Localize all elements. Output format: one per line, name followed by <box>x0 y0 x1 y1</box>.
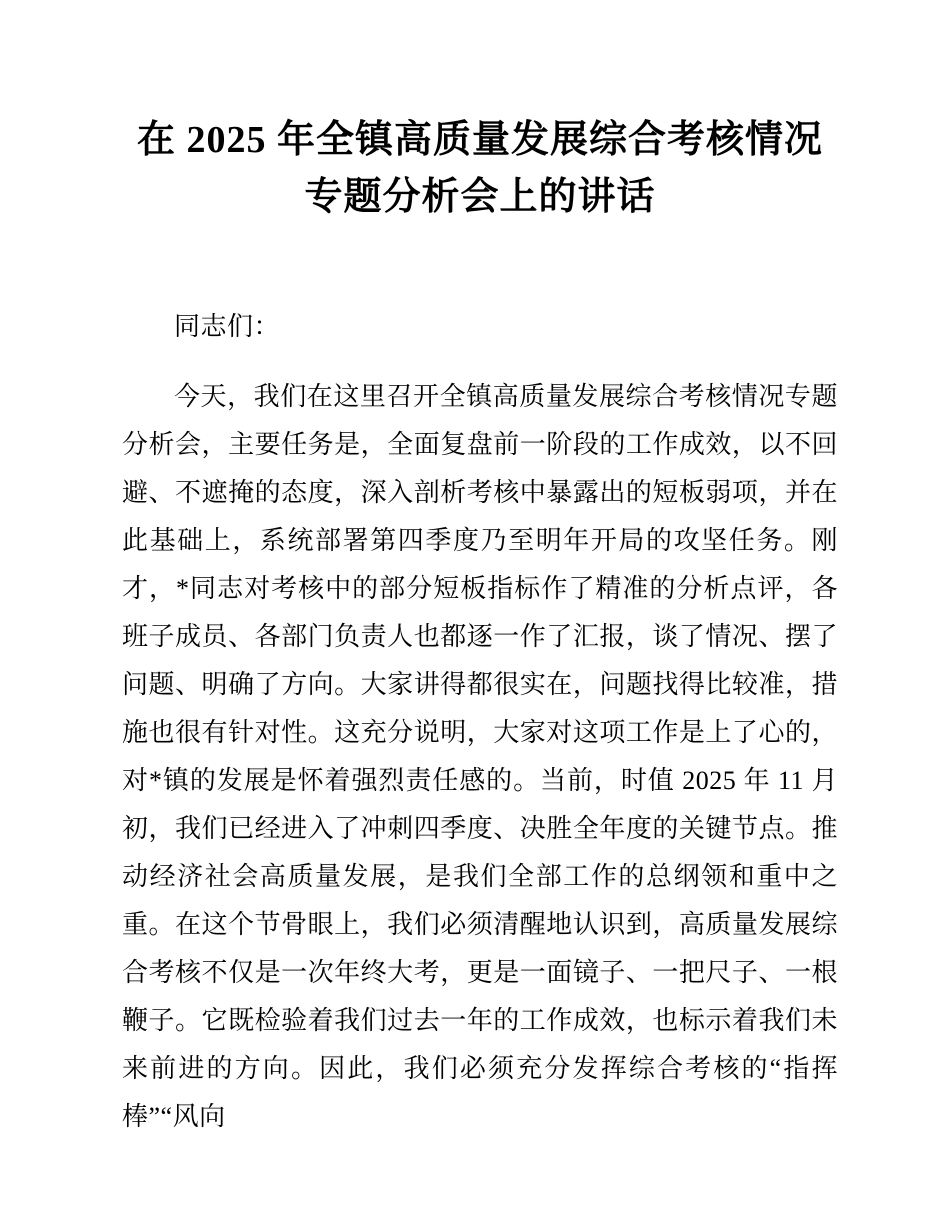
salutation: 同志们： <box>174 312 281 341</box>
document-content <box>122 0 838 1141</box>
body-paragraph: 今天，我们在这里召开全镇高质量发展综合考核情况专题分析会，主要任务是，全面复盘前一阶段的工作成效，以不回避、不遮掩的态度，深入剖析考核中暴露出的短板弱项，并在此基础上，系统部署第四季度乃至明年开局的攻坚任务。刚才，*同志对考核中的部分短板指标作了精准的分析点评，各班子成员、各部门负责人也都逐一作了汇报，谈了情况、摆了问题、明确了方向。大家讲得都很实在，问题找得比较准，措施也很有针对性。这充分说明，大家对这项工作是上了心的，对*镇的发展是怀着强烈责任感的。当前，时值 2025 年 11 月初，我们已经进入了冲刺四季度、决胜全年度的关键节点。推动经济社会高质量发展，是我们全部工作的总纲领和重中之重。在这个节骨眼上，我们必须清醒地认识到，高质量发展综合考核不仅是一次年终大考，更是一面镜子、一把尺子、一根鞭子。它既检验着我们过去一年的工作成效，也标示着我们未来前进的方向。因此，我们必须充分发挥综合考核的“指挥棒”“风向 <box>122 382 838 1131</box>
document-title: 在 2025 年全镇高质量发展综合考核情况专题分析会上的讲话 <box>136 119 823 218</box>
